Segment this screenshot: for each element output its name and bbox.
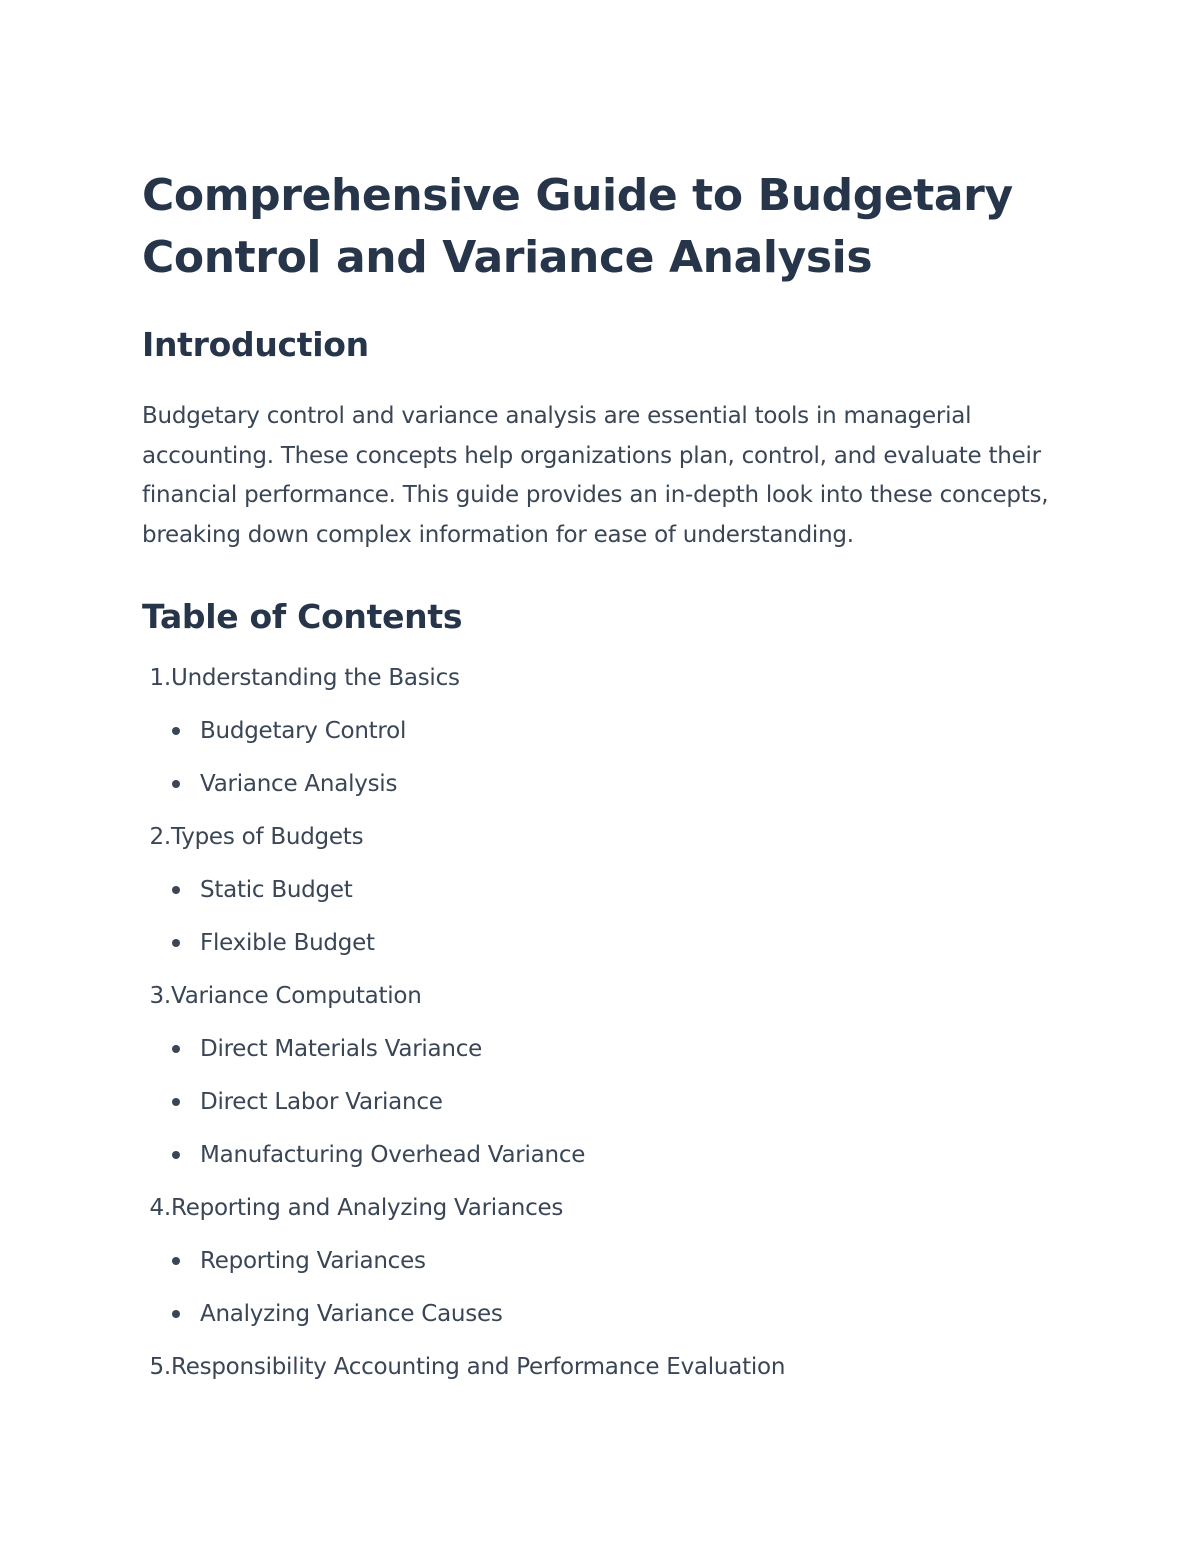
toc-item xyxy=(142,1352,1062,1382)
toc-subitem xyxy=(142,1140,1062,1170)
bullet-icon xyxy=(172,1045,180,1053)
toc-subitem-label: Static Budget xyxy=(200,877,353,903)
toc-subitem-label: Analyzing Variance Causes xyxy=(200,1301,503,1327)
toc-subitems xyxy=(142,716,1062,799)
toc-item-number: 5. xyxy=(149,1354,171,1380)
bullet-icon xyxy=(172,1151,180,1159)
toc-subitems xyxy=(142,875,1062,958)
toc-subitem-label: Variance Analysis xyxy=(200,771,398,797)
toc-subitems xyxy=(142,1246,1062,1329)
toc-subitem-label: Direct Labor Variance xyxy=(200,1089,443,1115)
toc-subitem-label: Manufacturing Overhead Variance xyxy=(200,1142,586,1168)
toc-subitem xyxy=(142,1087,1062,1117)
toc-item xyxy=(142,822,1062,958)
toc-item-label: Responsibility Accounting and Performance Evaluation xyxy=(171,1354,786,1380)
toc-item xyxy=(142,981,1062,1170)
toc-subitem-label: Flexible Budget xyxy=(200,930,375,956)
toc-subitem xyxy=(142,1246,1062,1276)
toc-subitem-label: Reporting Variances xyxy=(200,1248,426,1274)
toc-item-number: 4. xyxy=(149,1195,171,1221)
toc-subitem xyxy=(142,1299,1062,1329)
bullet-icon xyxy=(172,1310,180,1318)
bullet-icon xyxy=(172,886,180,894)
toc-item xyxy=(142,1193,1062,1329)
toc-subitem xyxy=(142,769,1062,799)
toc-item-number: 2. xyxy=(149,824,171,850)
toc-item-number: 3. xyxy=(149,983,171,1009)
toc-heading: Table of Contents xyxy=(142,597,463,636)
toc-item-label: Understanding the Basics xyxy=(171,665,460,691)
toc-subitem xyxy=(142,1034,1062,1064)
bullet-icon xyxy=(172,780,180,788)
document-title: Comprehensive Guide to Budgetary Control and Variance Analysis xyxy=(142,170,1013,283)
bullet-icon xyxy=(172,1098,180,1106)
bullet-icon xyxy=(172,727,180,735)
toc-subitem xyxy=(142,716,1062,746)
introduction-paragraph: Budgetary control and variance analysis are essential tools in managerial accounting. These concepts help organizations plan, control, and evaluate their financial performance. This guide provides an in-depth look into these concepts, breaking down complex information for ease of understanding. xyxy=(142,403,1049,548)
toc-subitems xyxy=(142,1034,1062,1170)
toc-item-label: Variance Computation xyxy=(171,983,422,1009)
toc-subitem-label: Budgetary Control xyxy=(200,718,407,744)
toc-subitem xyxy=(142,928,1062,958)
toc-subitem xyxy=(142,875,1062,905)
toc-subitem-label: Direct Materials Variance xyxy=(200,1036,483,1062)
bullet-icon xyxy=(172,939,180,947)
bullet-icon xyxy=(172,1257,180,1265)
toc-item-number: 1. xyxy=(149,665,171,691)
toc-item-label: Reporting and Analyzing Variances xyxy=(171,1195,564,1221)
toc-item xyxy=(142,663,1062,799)
toc-item-label: Types of Budgets xyxy=(171,824,364,850)
table-of-contents xyxy=(142,663,1062,1382)
document-page xyxy=(142,165,1062,1382)
introduction-heading: Introduction xyxy=(142,325,369,364)
